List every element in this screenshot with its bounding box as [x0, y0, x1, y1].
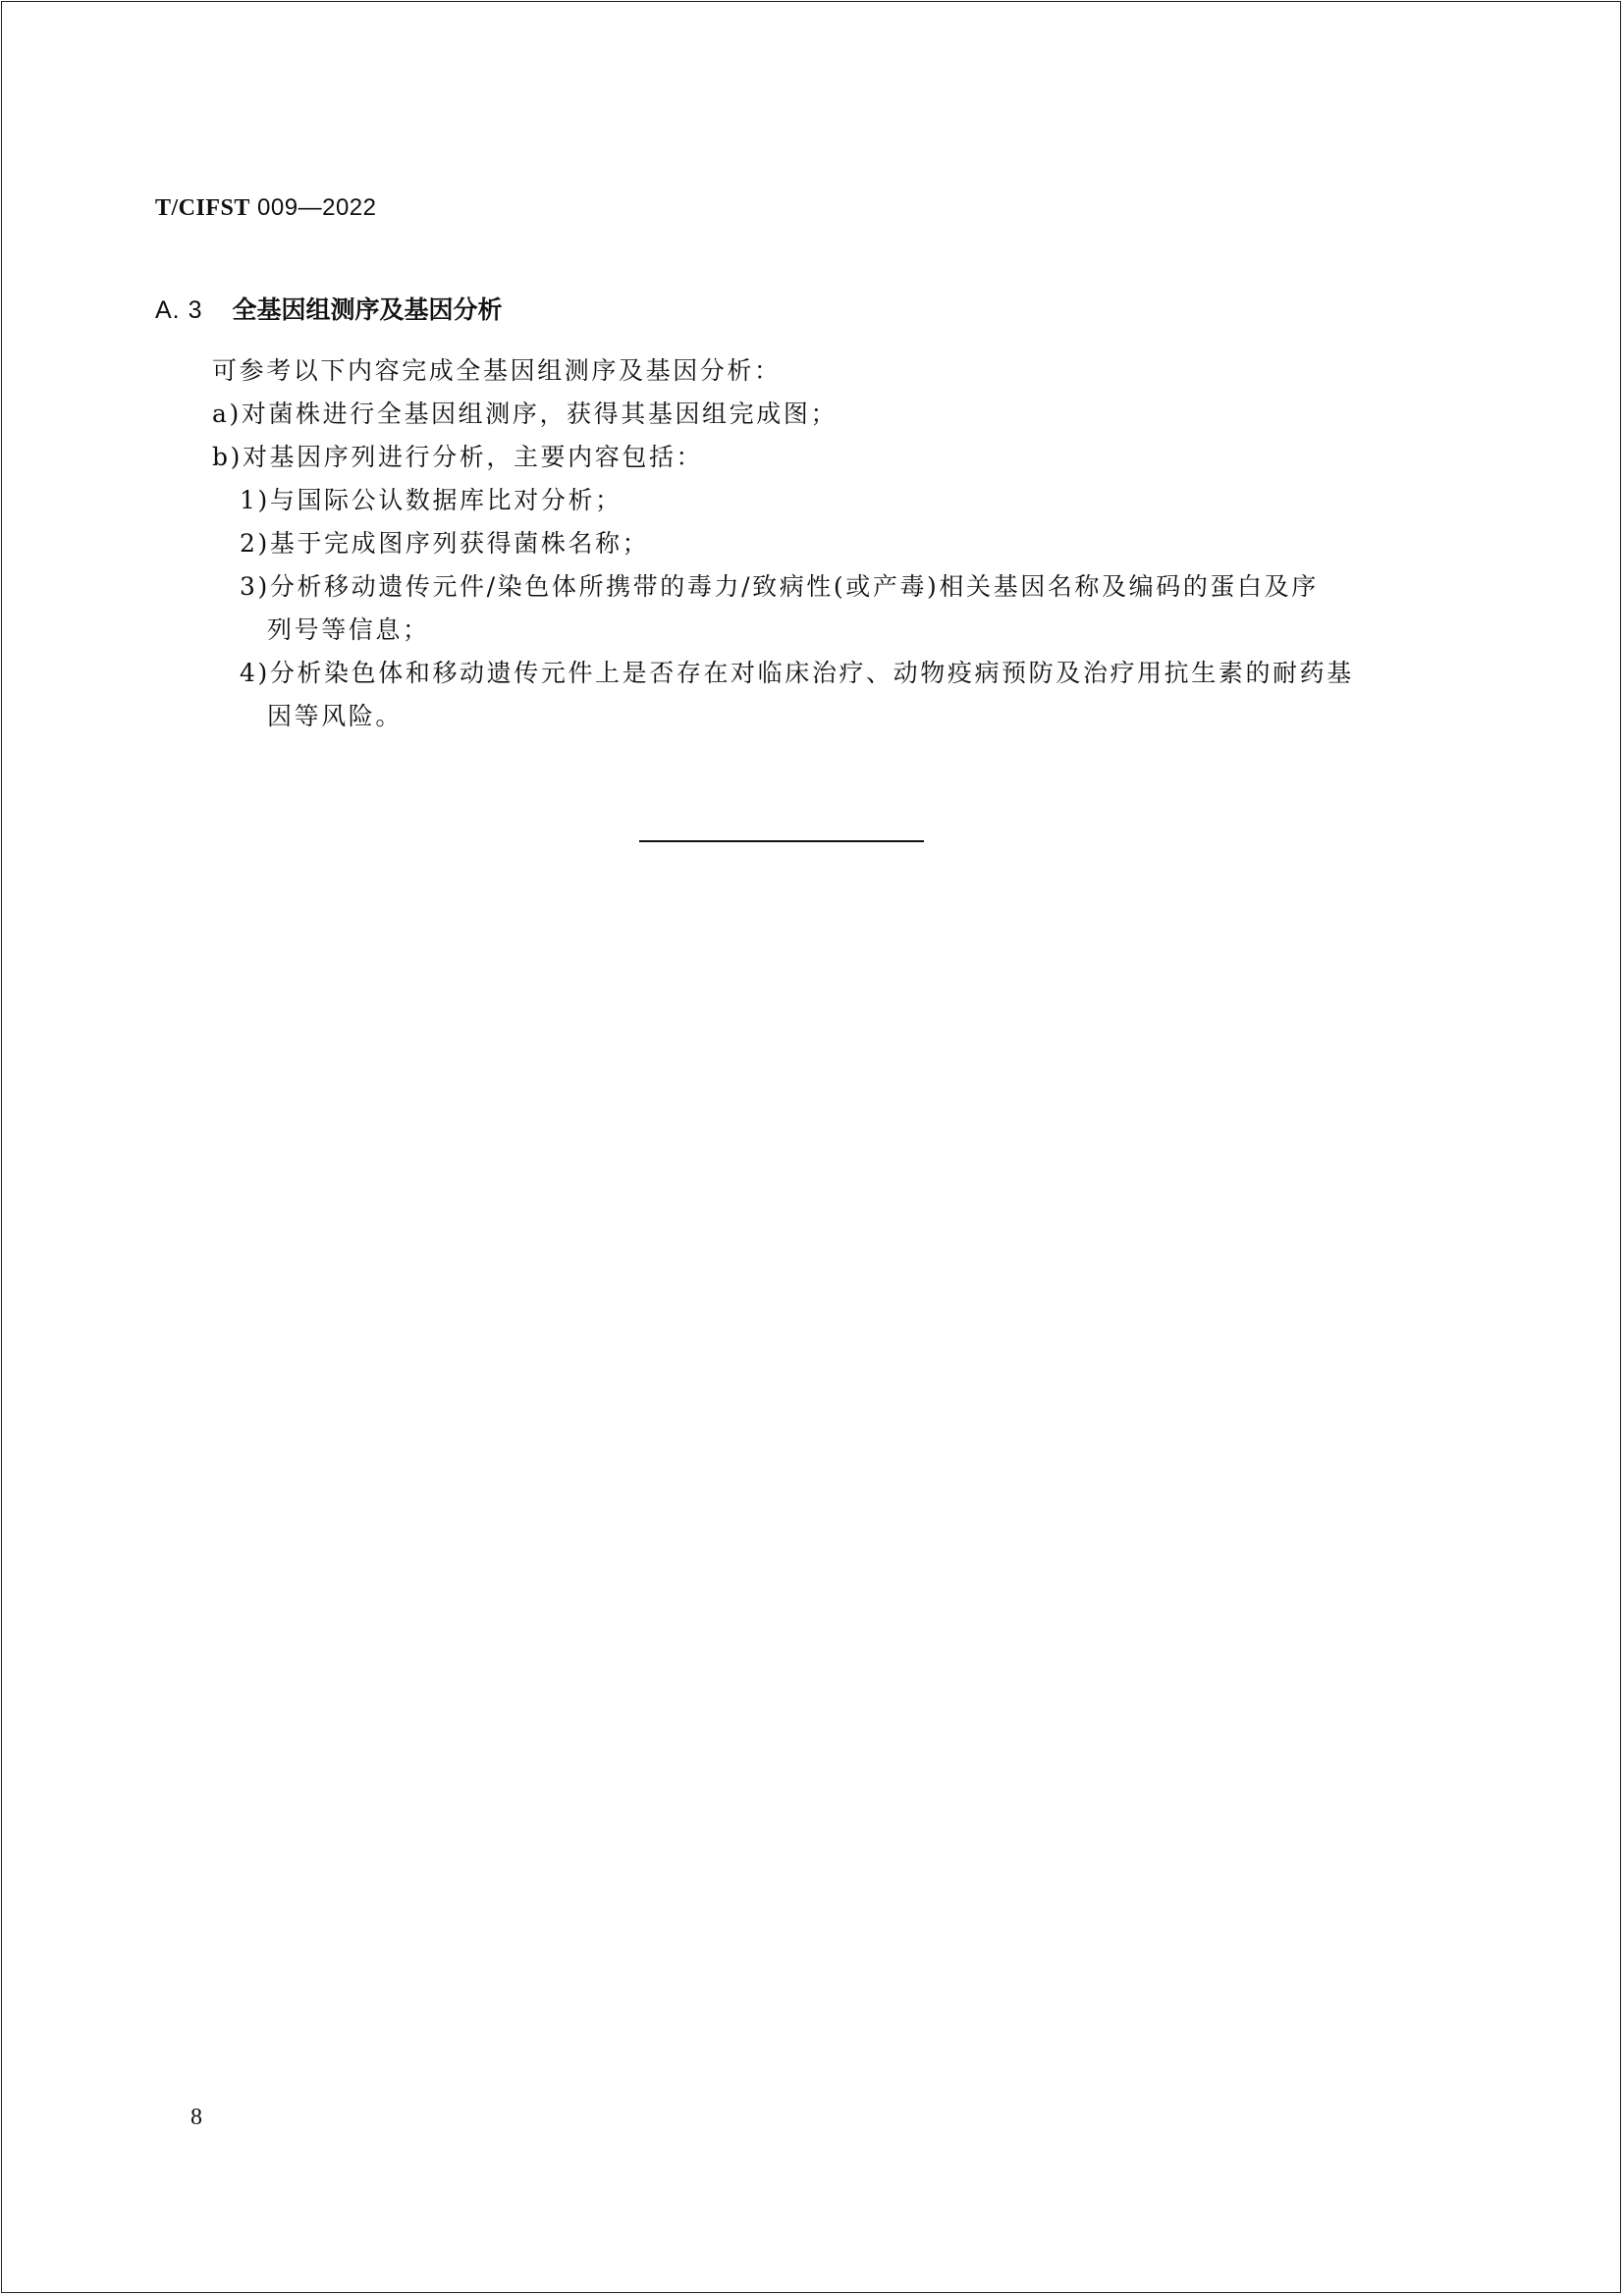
sub-item-4-line-1: 4)分析染色体和移动遗传元件上是否存在对临床治疗、动物疫病预防及治疗用抗生素的耐药基 [240, 659, 1354, 687]
sub-item-2: 2)基于完成图序列获得菌株名称； [240, 529, 650, 558]
sub-item-3-line-2: 列号等信息； [267, 615, 430, 644]
section-number: A. 3 [155, 296, 203, 324]
section-heading [155, 291, 503, 326]
standard-code-header [155, 194, 376, 222]
sub-item-3-line-1: 3)分析移动遗传元件/染色体所携带的毒力/致病性(或产毒)相关基因名称及编码的蛋白及序 [240, 572, 1319, 601]
sub-item-1: 1)与国际公认数据库比对分析； [240, 486, 623, 514]
sub-item-4-line-2: 因等风险。 [267, 702, 404, 730]
document-end-rule [639, 840, 924, 842]
page-border [1, 1, 1621, 2293]
standard-number: 009—2022 [257, 194, 377, 221]
standard-prefix: T/CIFST [155, 195, 250, 221]
intro-paragraph: 可参考以下内容完成全基因组测序及基因分析： [212, 356, 782, 385]
list-item-a: a)对菌株进行全基因组测序，获得其基因组完成图； [212, 400, 839, 428]
list-item-b: b)对基因序列进行分析，主要内容包括： [212, 443, 704, 471]
section-title: 全基因组测序及基因分析 [232, 296, 503, 324]
page-number: 8 [190, 2105, 202, 2130]
